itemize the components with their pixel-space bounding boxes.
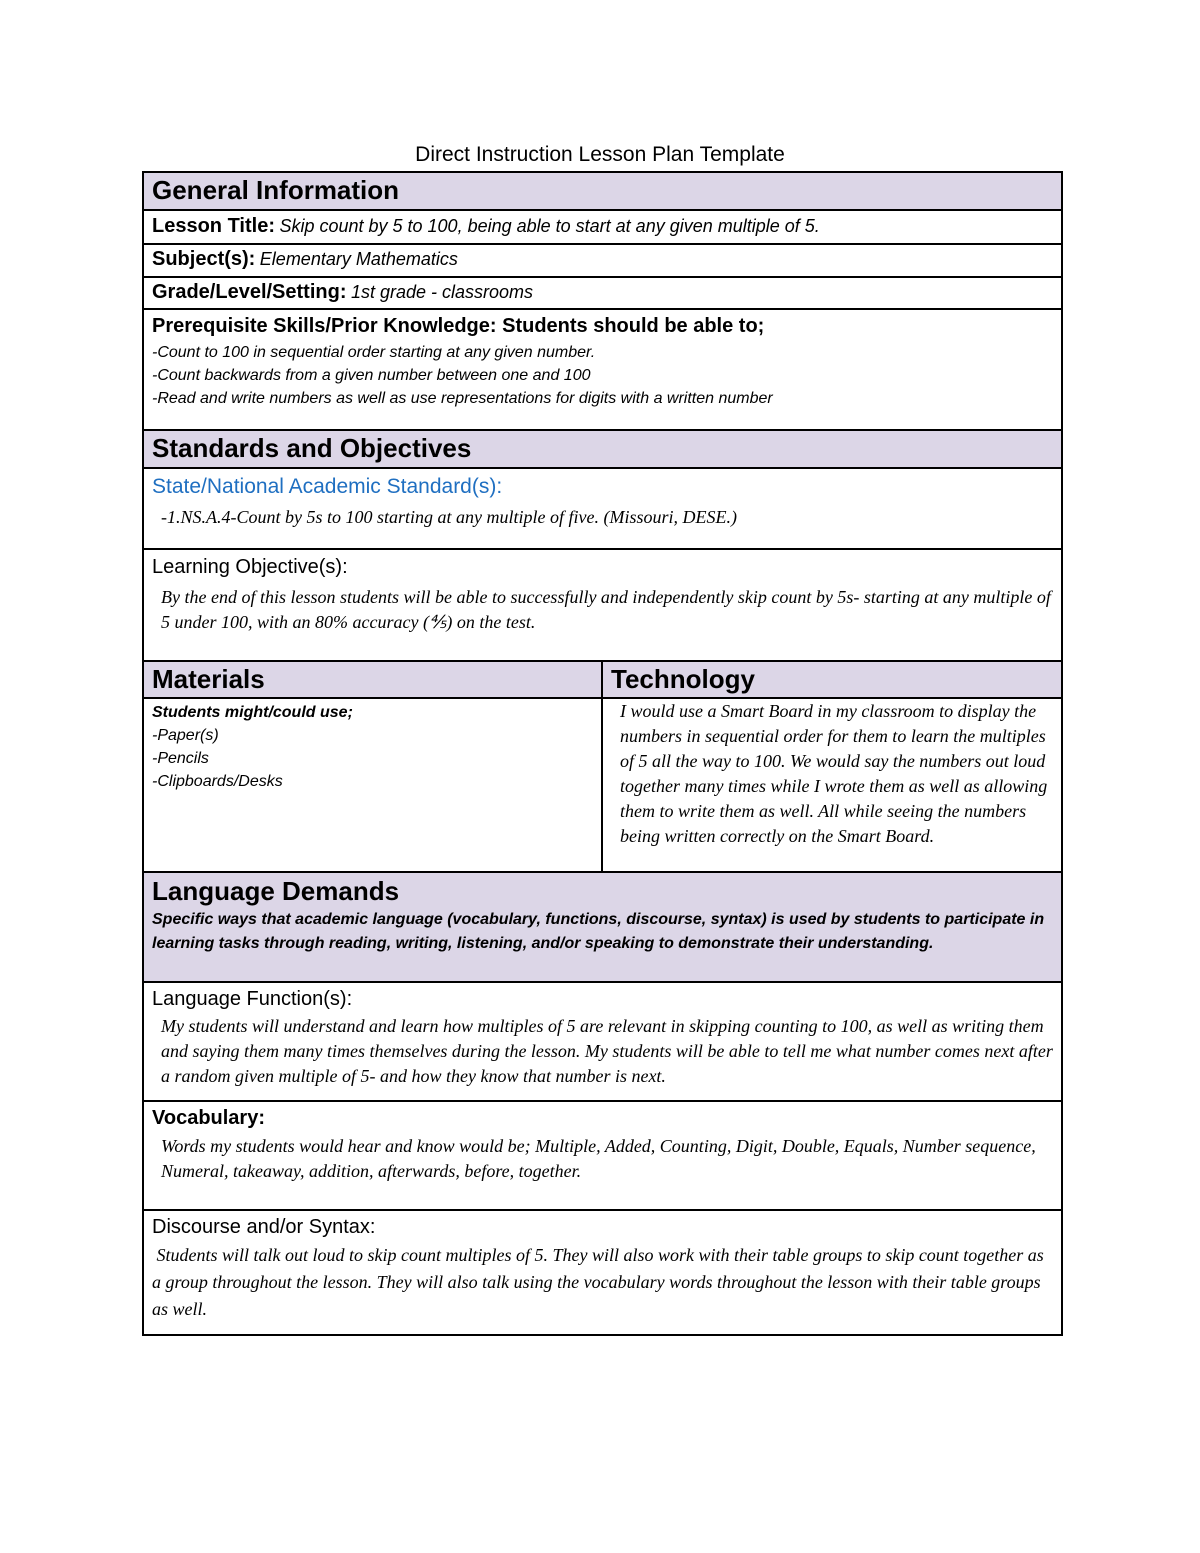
subjects-value: Elementary Mathematics [259, 249, 458, 269]
materials-cell [143, 698, 602, 872]
language-heading: Language Demands [152, 876, 400, 906]
lesson-title-label: Lesson Title: [152, 215, 275, 237]
grade-cell [143, 277, 1062, 309]
technology-text: I would use a Smart Board in my classroom to display the numbers in sequential order for them to learn the multiples of 5 all the way to 100. We would say the numbers out loud together many times while I wrote them as well as allowing them to write them as well. All while seeing the numbers being written correctly on the Smart Board. [620, 701, 1048, 846]
prereq-item: -Count backwards from a given number between one and 100 [152, 367, 591, 384]
discourse-row [143, 1210, 1062, 1335]
lesson-title-cell [143, 210, 1062, 244]
language-function-text: My students will understand and learn how multiples of 5 are relevant in skipping counting to 100, as well as writing them and saying them many times themselves during the lesson. My students will be able to tell me what number comes next after a random given multiple of 5- and how they know that number is next. [161, 1016, 1053, 1086]
prereq-cell [143, 309, 1062, 430]
prereq-item: -Count to 100 in sequential order starting at any given number. [152, 344, 596, 361]
grade-label: Grade/Level/Setting: [152, 281, 347, 303]
subjects-cell [143, 244, 1062, 277]
prereq-row [143, 309, 1062, 430]
materials-heading: Materials [152, 664, 265, 694]
prereq-label: Prerequisite Skills/Prior Knowledge: Students should be able to; [152, 315, 765, 337]
general-info-heading: General Information [152, 175, 400, 205]
prereq-item: -Read and write numbers as well as use representations for digits with a written number [152, 390, 773, 407]
discourse-label: Discourse and/or Syntax: [152, 1216, 376, 1238]
objective-label: Learning Objective(s): [152, 556, 348, 578]
discourse-cell [143, 1210, 1062, 1335]
subjects-row [143, 244, 1062, 277]
technology-cell [602, 698, 1062, 872]
objective-row [143, 549, 1062, 661]
standard-cell [143, 468, 1062, 549]
general-info-header-row [143, 172, 1062, 210]
language-header [143, 872, 1062, 982]
lesson-title-row [143, 210, 1062, 244]
general-info-header [143, 172, 1062, 210]
standards-heading: Standards and Objectives [152, 433, 472, 463]
vocabulary-row [143, 1101, 1062, 1210]
vocabulary-cell [143, 1101, 1062, 1210]
grade-row [143, 277, 1062, 309]
objective-text: By the end of this lesson students will be able to successfully and independently skip count by 5s- starting at any multiple of 5 under 100, with an 80% accuracy (⅘) on the test. [161, 587, 1051, 632]
language-function-cell [143, 982, 1062, 1101]
lesson-plan-table [142, 171, 1063, 1336]
language-function-row [143, 982, 1062, 1101]
standards-header-row [143, 430, 1062, 468]
language-description: Specific ways that academic language (vocabulary, functions, discourse, syntax) is used by students to participate in learning tasks through reading, writing, listening, and/or speaking to demonstrate their understanding. [152, 911, 1045, 952]
language-function-label: Language Function(s): [152, 988, 353, 1010]
materials-item: -Pencils [152, 750, 209, 767]
technology-heading: Technology [611, 664, 755, 694]
lesson-title-value: Skip count by 5 to 100, being able to start at any given multiple of 5. [279, 216, 820, 236]
technology-header [602, 661, 1062, 698]
materials-technology-row [143, 698, 1062, 872]
subjects-label: Subject(s): [152, 248, 256, 270]
materials-item: -Paper(s) [152, 727, 219, 744]
document-title: Direct Instruction Lesson Plan Template [415, 143, 785, 166]
standard-text: -1.NS.A.4-Count by 5s to 100 starting at any multiple of five. (Missouri, DESE.) [161, 507, 737, 527]
materials-technology-header-row [143, 661, 1062, 698]
materials-item: -Clipboards/Desks [152, 773, 283, 790]
materials-header [143, 661, 602, 698]
materials-intro: Students might/could use; [152, 704, 353, 721]
vocabulary-text: Words my students would hear and know would be; Multiple, Added, Counting, Digit, Double, Equals, Number sequence, Numeral, takeaway, addition, afterwards, before, together. [161, 1136, 1036, 1181]
grade-value: 1st grade - classrooms [350, 282, 534, 302]
language-header-row [143, 872, 1062, 982]
standard-row [143, 468, 1062, 549]
objective-cell [143, 549, 1062, 661]
standards-header [143, 430, 1062, 468]
vocabulary-label: Vocabulary: [152, 1107, 265, 1129]
standard-label: State/National Academic Standard(s): [152, 475, 503, 498]
discourse-text: Students will talk out loud to skip count multiples of 5. They will also work with their table groups to skip count together as a group throughout the lesson. They will also talk using the vocabulary words throughout the lesson with their table groups as well. [152, 1245, 1049, 1319]
